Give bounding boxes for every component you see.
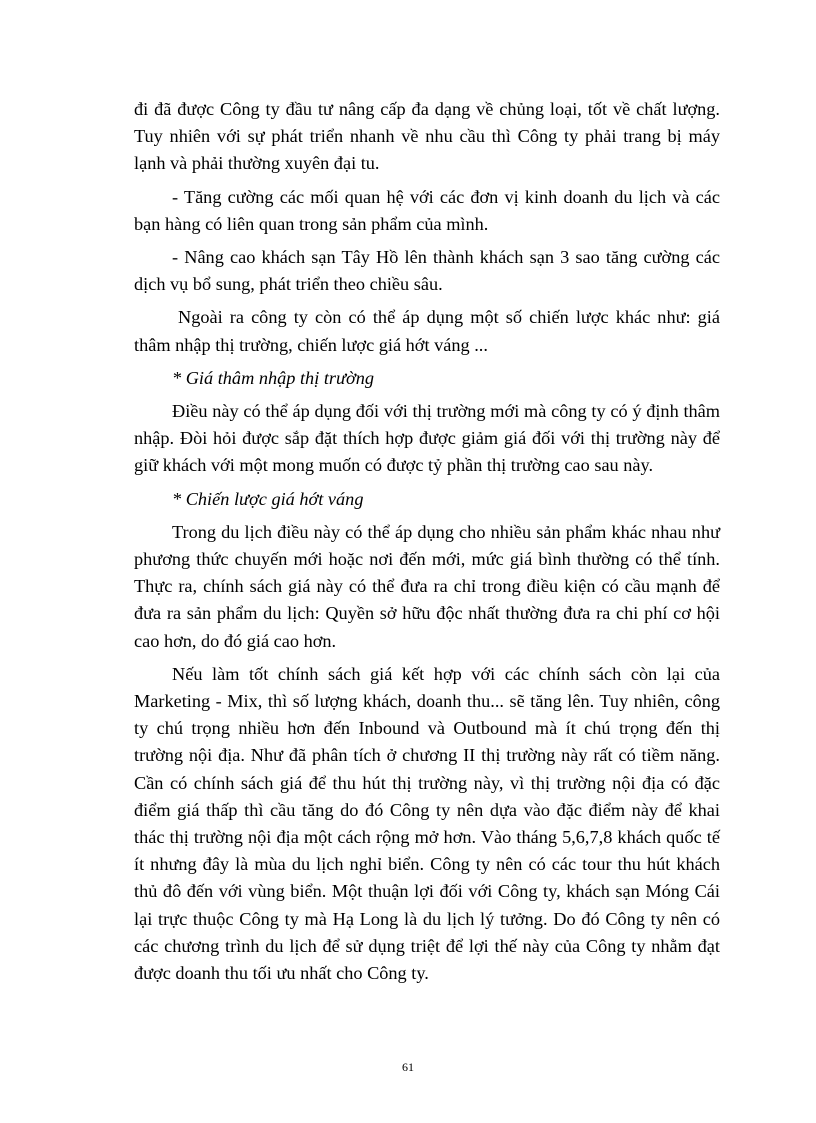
paragraph-continuation: đi đã được Công ty đầu tư nâng cấp đa dạng về chủng loại, tốt về chất lượng. Tuy nhiên với sự phát triển nhanh về nhu cầu thì Công ty phải trang bị máy lạnh và phải thường xuyên đại tu. [134, 99, 720, 174]
paragraph-bullet-partners: - Tăng cường các mối quan hệ với các đơn vị kinh doanh du lịch và các bạn hàng có liên quan trong sản phẩm của mình. [134, 186, 720, 234]
paragraph-other-strategies: Ngoài ra công ty còn có thể áp dụng một số chiến lược khác như: giá thâm nhập thị trường, chiến lược giá hớt váng ... [134, 307, 720, 355]
heading-skimming-pricing: * Chiến lược giá hớt váng [172, 488, 364, 509]
paragraph-skimming-pricing: Trong du lịch điều này có thể áp dụng cho nhiều sản phẩm khác nhau như phương thức chuyến mới hoặc nơi đến mới, mức giá bình thường có thể tính. Thực ra, chính sách giá này có thể đưa ra chỉ trong điều kiện có cầu mạnh để đưa ra sản phẩm du lịch: Quyền sở hữu độc nhất thường đưa ra chi phí cơ hội cao hơn, do đó giá cao hơn. [134, 521, 720, 651]
paragraph-penetration-pricing: Điều này có thể áp dụng đối với thị trường mới mà công ty có ý định thâm nhập. Đòi hỏi được sắp đặt thích hợp được giảm giá đối với thị trường này để giữ khách với một mong muốn có được tỷ phần thị trường cao sau này. [134, 401, 720, 476]
paragraph-domestic-market: Nếu làm tốt chính sách giá kết hợp với các chính sách còn lại của Marketing - Mix, thì số lượng khách, doanh thu... sẽ tăng lên. Tuy nhiên, công ty chú trọng nhiều hơn đến Inbound và Outbound mà ít chú trọng đến thị trường nội địa. Như đã phân tích ở chương II thị trường này rất có tiềm năng. Cần có chính sách giá để thu hút thị trường này, vì thị trường nội địa có đặc điểm giá thấp thì cầu tăng do đó Công ty nên dựa vào đặc điểm này để khai thác thị trường nội địa một cách rộng mở hơn. Vào tháng 5,6,7,8 khách quốc tế ít nhưng đây là mùa du lịch nghỉ biển. Công ty nên có các tour thu hút khách thủ đô đến với vùng biển. Một thuận lợi đối với Công ty, khách sạn Móng Cái lại trực thuộc Công ty mà Hạ Long là du lịch lý tưởng. Do đó Công ty nên có các chương trình du lịch để sử dụng triệt để lợi thế này của Công ty nhằm đạt được doanh thu tối ưu nhất cho Công ty. [134, 663, 720, 984]
heading-penetration-pricing: * Giá thâm nhập thị trường [172, 367, 375, 388]
page-number: 61 [402, 1060, 414, 1074]
page-body [134, 96, 720, 993]
paragraph-bullet-hotel: - Nâng cao khách sạn Tây Hồ lên thành khách sạn 3 sao tăng cường các dịch vụ bổ sung, phát triển theo chiều sâu. [134, 247, 720, 295]
